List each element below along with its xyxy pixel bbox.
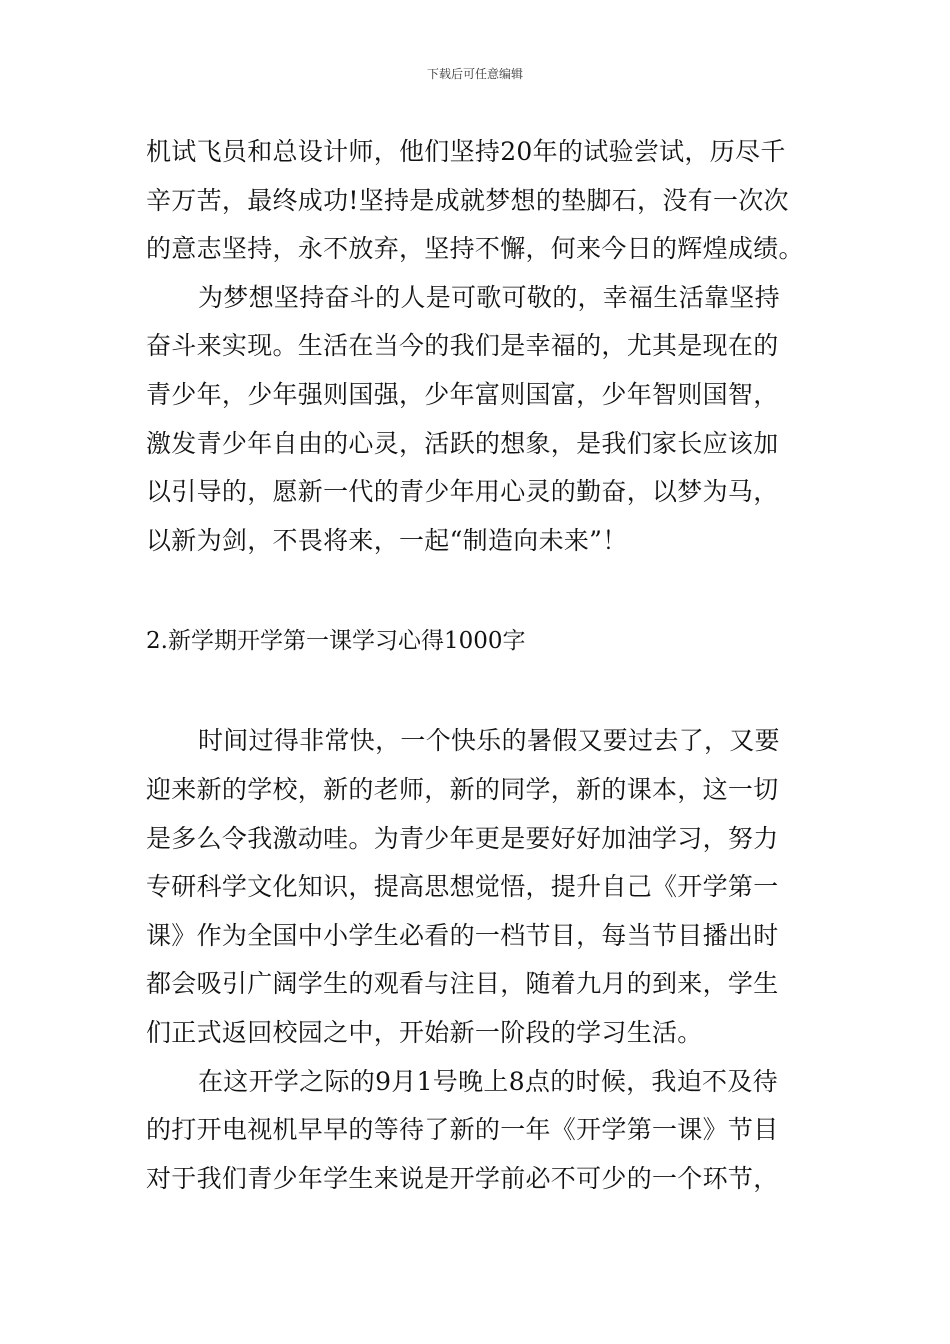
text-line: 时间过得非常快，一个快乐的暑假又要过去了，又要 [198, 726, 780, 756]
text-line: 对于我们青少年学生来说是开学前必不可少的一个环节， [146, 1163, 779, 1193]
text-line: 是多么令我激动哇。为青少年更是要好好加油学习，努力 [146, 823, 779, 853]
paragraph-3 [146, 717, 806, 1057]
text-line: 的打开电视机早早的等待了新的一年《开学第一课》节目 [146, 1115, 779, 1145]
spacer [146, 665, 806, 717]
text-line: 为梦想坚持奋斗的人是可歌可敬的，幸福生活靠坚持 [198, 282, 780, 312]
text-line: 专研科学文化知识，提高思想觉悟，提升自己《开学第一 [146, 872, 779, 902]
text-line: 课》作为全国中小学生必看的一档节目，每当节目播出时 [146, 920, 779, 950]
text-line: 们正式返回校园之中，开始新一阶段的学习生活。 [146, 1017, 703, 1047]
text-line: 迎来新的学校，新的老师，新的同学，新的课本，这一切 [146, 774, 779, 804]
text-line: 机试飞员和总设计师，他们坚持20年的试验尝试，历尽千 [146, 137, 786, 166]
paragraph-2 [146, 274, 806, 566]
text-line: 在这开学之际的9月1号晚上8点的时候，我迫不及待 [198, 1066, 778, 1096]
document-body [146, 128, 806, 1203]
text-line: 都会吸引广阔学生的观看与注目，随着九月的到来，学生 [146, 969, 779, 999]
text-line: 的意志坚持，永不放弃，坚持不懈，何来今日的辉煌成绩。 [146, 234, 804, 264]
text-line: 奋斗来实现。生活在当今的我们是幸福的，尤其是现在的 [146, 331, 779, 361]
text-line: 以新为剑，不畏将来，一起“制造向未来”！ [146, 525, 628, 555]
text-line: 青少年，少年强则国强，少年富则国富，少年智则国智， [146, 379, 779, 409]
text-line: 激发青少年自由的心灵，活跃的想象，是我们家长应该加 [146, 428, 779, 458]
text-line: 以引导的，愿新一代的青少年用心灵的勤奋，以梦为马， [146, 477, 779, 507]
section-heading: 2.新学期开学第一课学习心得1000字 [146, 628, 526, 655]
page-header: 下载后可任意编辑 [426, 67, 523, 81]
text-line: 辛万苦，最终成功!坚持是成就梦想的垫脚石，没有一次次 [146, 185, 789, 215]
paragraph-4 [146, 1058, 806, 1204]
paragraph-1 [146, 128, 806, 274]
